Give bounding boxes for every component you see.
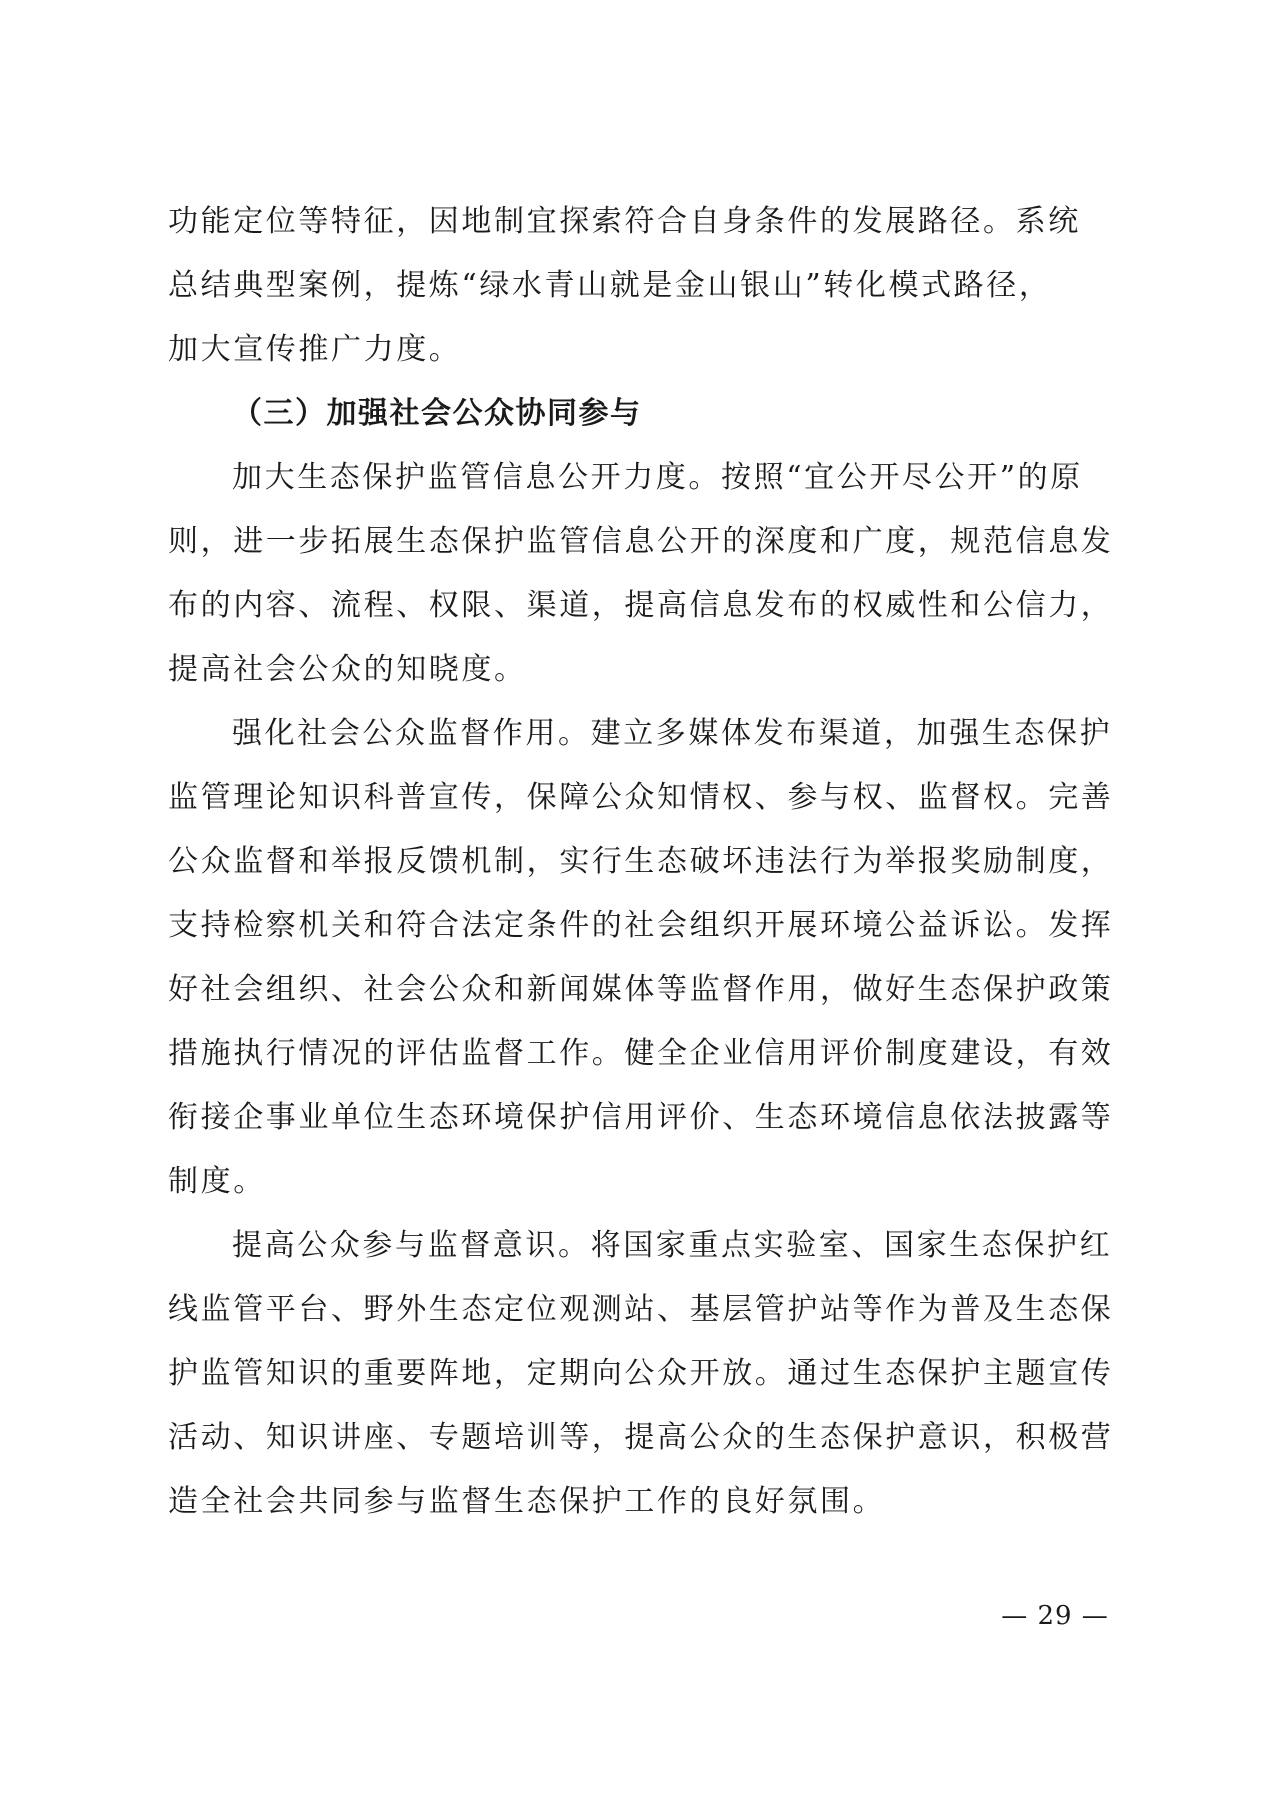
paragraph-2-line: 好社会组织、社会公众和新闻媒体等监督作用，做好生态保护政策 (168, 972, 1114, 1007)
paragraph-1-line: 提高社会公众的知晓度。 (168, 652, 527, 687)
paragraph-2-line: 支持检察机关和符合法定条件的社会组织开展环境公益诉讼。发挥 (168, 908, 1114, 943)
paragraph-2-line: 衔接企事业单位生态环境保护信用评价、生态环境信息依法披露等 (168, 1100, 1114, 1135)
page-number: — 29 — (1001, 1601, 1109, 1631)
paragraph-1-line: 加大生态保护监管信息公开力度。按照“宜公开尽公开”的原 (232, 460, 1083, 495)
paragraph-2-line: 公众监督和举报反馈机制，实行生态破坏违法行为举报奖励制度， (168, 844, 1114, 879)
paragraph-3-line: 提高公众参与监督意识。将国家重点实验室、国家生态保护红 (232, 1228, 1113, 1263)
paragraph-3-line: 造全社会共同参与监督生态保护工作的良好氛围。 (168, 1484, 886, 1519)
paragraph-2-line: 强化社会公众监督作用。建立多媒体发布渠道，加强生态保护 (232, 716, 1113, 751)
paragraph-3-line: 护监管知识的重要阵地，定期向公众开放。通过生态保护主题宣传 (168, 1356, 1114, 1391)
text-line: 总结典型案例，提炼“绿水青山就是金山银山”转化模式路径， (168, 268, 1052, 303)
paragraph-3-line: 活动、知识讲座、专题培训等，提高公众的生态保护意识，积极营 (168, 1420, 1114, 1455)
paragraph-2-line: 制度。 (168, 1164, 266, 1199)
paragraph-2-line: 措施执行情况的评估监督工作。健全企业信用评价制度建设，有效 (168, 1036, 1114, 1071)
paragraph-1-line: 布的内容、流程、权限、渠道，提高信息发布的权威性和公信力， (168, 588, 1114, 623)
paragraph-3-line: 线监管平台、野外生态定位观测站、基层管护站等作为普及生态保 (168, 1292, 1114, 1327)
paragraph-2-line: 监管理论知识科普宣传，保障公众知情权、参与权、监督权。完善 (168, 780, 1114, 815)
paragraph-1-line: 则，进一步拓展生态保护监管信息公开的深度和广度，规范信息发 (168, 524, 1114, 559)
text-line: 加大宣传推广力度。 (168, 332, 462, 367)
section-heading: （三）加强社会公众协同参与 (232, 396, 642, 431)
text-line: 功能定位等特征，因地制宜探索符合自身条件的发展路径。系统 (168, 204, 1081, 239)
